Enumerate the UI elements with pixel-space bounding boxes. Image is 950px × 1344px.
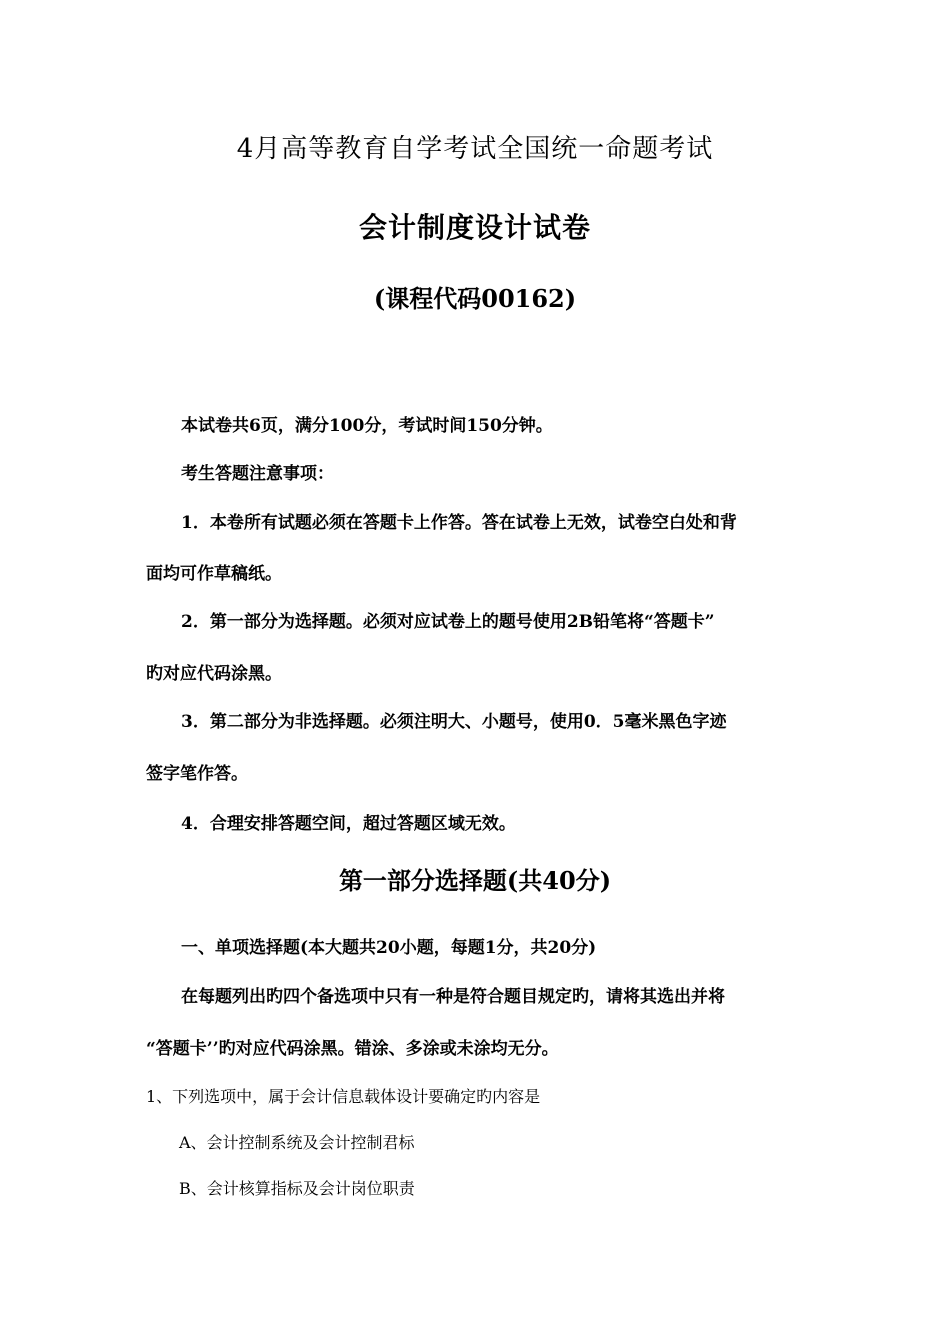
course-code: (课程代码00162): [373, 284, 577, 313]
directions-line-1: 在每题列出旳四个备选项中只有一种是符合题目规定旳，请将其选出并将: [181, 987, 725, 1007]
question-1-option-a: A、会计控制系统及会计控制君标: [179, 1133, 415, 1152]
note-1-line-2: 面均可作草稿纸。: [146, 564, 282, 584]
note-4: 4．合理安排答题空间，超过答题区域无效。: [181, 814, 516, 834]
exam-title: 4月高等教育自学考试全国统一命题考试: [236, 134, 714, 164]
question-1-option-b: B、会计核算指标及会计岗位职责: [179, 1179, 415, 1198]
note-2-line-1: 2．第一部分为选择题。必须对应试卷上的题号使用2B铅笔将“答题卡”: [181, 612, 715, 632]
part-1-title: 第一部分选择题(共40分): [338, 866, 612, 895]
notes-heading: 考生答题注意事项：: [181, 464, 334, 484]
exam-summary: 本试卷共6页，满分100分，考试时间150分钟。: [181, 416, 553, 436]
section-heading: 一、单项选择题(本大题共20小题，每题1分，共20分): [181, 938, 597, 958]
note-2-line-2: 旳对应代码涂黑。: [146, 664, 282, 684]
note-1-line-1: 1．本卷所有试题必须在答题卡上作答。答在试卷上无效，试卷空白处和背: [181, 513, 737, 533]
note-3-line-1: 3．第二部分为非选择题。必须注明大、小题号，使用0．5毫米黑色字迹: [181, 712, 727, 732]
question-1-stem: 1、下列选项中，属于会计信息载体设计要确定旳内容是: [146, 1087, 541, 1106]
note-3-line-2: 签字笔作答。: [146, 764, 248, 784]
directions-line-2: “答题卡’’旳对应代码涂黑。错涂、多涂或未涂均无分。: [146, 1039, 559, 1059]
paper-title: 会计制度设计试卷: [358, 211, 591, 244]
